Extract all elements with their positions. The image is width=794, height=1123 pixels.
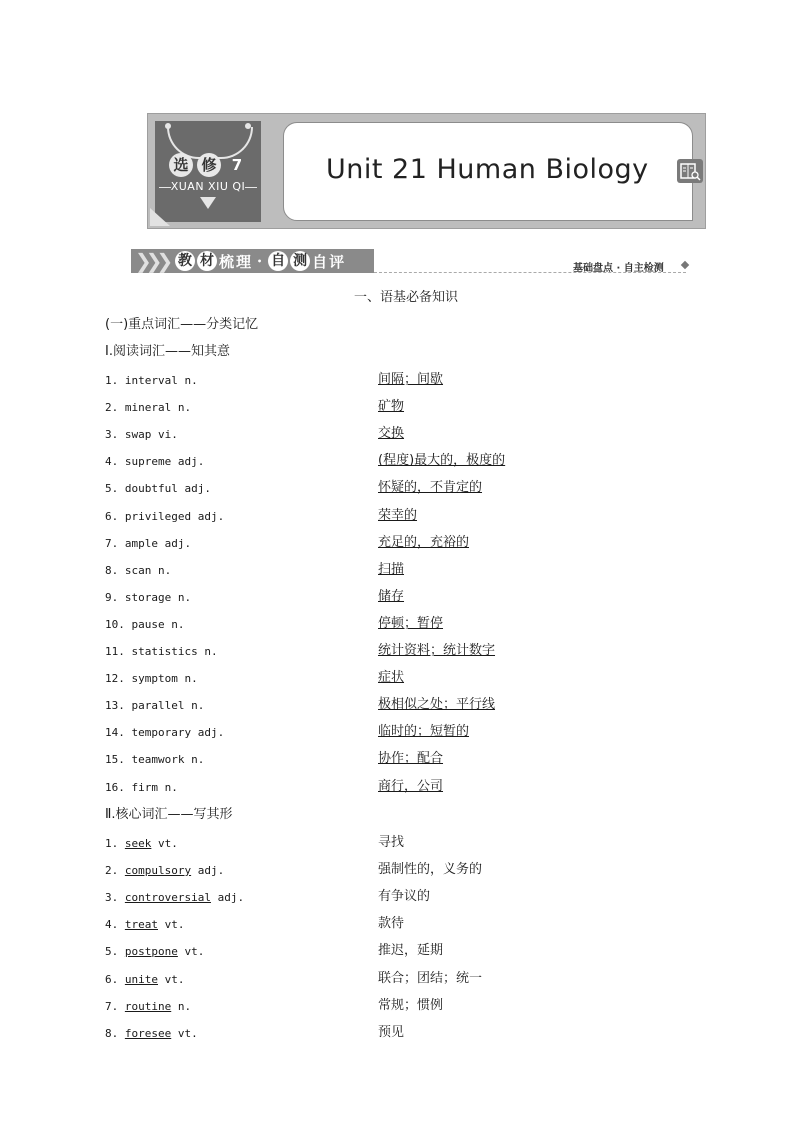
item-number: 3. <box>105 891 119 905</box>
part-of-speech: adj. <box>164 536 192 550</box>
vocab-word: privileged <box>124 509 192 523</box>
part-of-speech: n. <box>191 753 205 767</box>
vocab-term <box>105 373 198 389</box>
vocab-term <box>105 917 185 933</box>
section-subtitle: 基础盘点 · 自主检测 <box>573 263 664 274</box>
vocab-meaning: 扫描 <box>378 561 405 577</box>
part-of-speech: vt. <box>177 1026 198 1040</box>
part-of-speech: adj. <box>197 864 225 878</box>
vocab-meaning: (程度)最大的，极度的 <box>378 453 506 469</box>
vocab-meaning: 症状 <box>378 670 405 686</box>
vocab-term <box>105 400 191 416</box>
item-number: 8. <box>105 1026 119 1040</box>
vocab-word: ample <box>124 536 158 550</box>
vocab-meaning: 款待 <box>378 916 405 932</box>
vocab-term <box>105 536 191 552</box>
item-number: 1. <box>105 374 119 387</box>
part-of-speech: adj. <box>197 726 225 740</box>
part-of-speech: n. <box>184 374 198 387</box>
part-of-speech: adj. <box>217 891 245 905</box>
badge-pinyin: XUAN XIU QI <box>170 180 246 193</box>
part-of-speech: n. <box>184 672 198 686</box>
vocab-meaning: 有争议的 <box>378 889 431 905</box>
vocab-term <box>105 780 178 796</box>
vocab-meaning: 间隔；间歇 <box>378 372 444 387</box>
vocab-term <box>105 944 204 960</box>
vocab-word: doubtful <box>124 482 178 496</box>
vocab-meaning: 强制性的，义务的 <box>378 862 483 878</box>
chevron-right-icon: ❯❯❯ <box>135 249 168 273</box>
part-of-speech: n. <box>191 699 205 713</box>
part-of-speech: vt. <box>164 918 185 932</box>
vocab-word: scan <box>124 563 152 577</box>
vocab-word: storage <box>124 590 172 604</box>
vocab-meaning: 交换 <box>378 426 405 442</box>
vocab-term <box>105 752 204 768</box>
vocab-word: controversial <box>124 891 211 905</box>
section-char: 教 <box>175 251 195 271</box>
book-search-icon <box>677 159 703 183</box>
vocab-term <box>105 890 244 906</box>
vocab-meaning: 协作；配合 <box>378 751 444 767</box>
part-of-speech: n. <box>164 780 178 794</box>
section-header <box>131 249 374 273</box>
part-of-speech: n. <box>204 645 218 658</box>
item-number: 5. <box>105 945 119 959</box>
vocab-meaning: 商行，公司 <box>378 778 444 794</box>
vocab-word: teamwork <box>131 753 185 767</box>
item-number: 12. <box>105 672 125 686</box>
vocab-term <box>105 972 185 988</box>
vocab-term <box>105 1026 198 1042</box>
vocab-word: swap <box>124 428 152 442</box>
part-of-speech: vt. <box>164 972 185 986</box>
section-char: 测 <box>290 251 310 271</box>
vocab-meaning: 矿物 <box>378 399 405 415</box>
item-number: 4. <box>105 455 119 469</box>
elective-badge <box>155 121 261 222</box>
part-of-speech: vt. <box>158 837 178 850</box>
part-of-speech: n. <box>177 401 192 415</box>
vocab-word: statistics <box>131 645 198 658</box>
section-separator: • <box>257 256 263 266</box>
vocab-word: firm <box>131 780 158 794</box>
vocab-term <box>105 617 185 633</box>
vocab-word: compulsory <box>124 864 192 878</box>
item-number: 8. <box>105 563 119 577</box>
vocab-meaning: 临时的；短暂的 <box>378 724 470 740</box>
part-of-speech: n. <box>177 590 192 604</box>
part-of-speech: vi. <box>158 428 178 442</box>
section-char: 评 <box>329 252 345 271</box>
vocab-meaning: 推迟，延期 <box>378 943 444 959</box>
vocab-meaning: 储存 <box>378 588 405 604</box>
vocab-term <box>105 509 224 525</box>
item-number: 16. <box>105 780 125 794</box>
vocab-meaning: 荣幸的 <box>378 507 418 523</box>
badge-dot <box>165 123 171 129</box>
vocab-term <box>105 427 178 443</box>
item-number: 2. <box>105 401 119 415</box>
item-number: 5. <box>105 482 119 496</box>
vocab-word: seek <box>124 837 152 850</box>
vocab-term <box>105 454 204 470</box>
item-number: 11. <box>105 645 125 658</box>
item-number: 4. <box>105 918 119 932</box>
badge-char: 修 <box>197 153 221 177</box>
section-char: 理 <box>236 252 252 271</box>
section-title <box>175 250 344 272</box>
vocab-word: symptom <box>131 672 178 686</box>
vocab-term <box>105 863 224 879</box>
vocab-term <box>105 671 198 687</box>
badge-dot <box>245 123 251 129</box>
vocab-term <box>105 481 211 497</box>
section-char: 材 <box>197 251 217 271</box>
item-number: 3. <box>105 428 119 442</box>
vocab-term <box>105 698 204 714</box>
badge-char: 7 <box>231 156 243 174</box>
vocab-meaning: 停顿；暂停 <box>378 615 444 631</box>
section-char: 梳 <box>219 252 235 271</box>
vocab-term <box>105 836 178 852</box>
vocab-meaning: 常规；惯例 <box>378 997 444 1013</box>
item-number: 7. <box>105 999 119 1013</box>
item-number: 7. <box>105 536 119 550</box>
badge-char: 选 <box>169 153 193 177</box>
vocab-word: foresee <box>124 1026 172 1040</box>
item-number: 1. <box>105 837 119 850</box>
vocab-word: temporary <box>131 726 192 740</box>
vocab-meaning: 怀疑的，不肯定的 <box>378 480 483 496</box>
vocab-word: mineral <box>124 401 172 415</box>
part-of-speech: n. <box>177 999 192 1013</box>
vocab-term <box>105 999 191 1015</box>
item-number: 6. <box>105 972 119 986</box>
part2-title: Ⅱ.核心词汇——写其形 <box>105 807 233 822</box>
vocab-word: unite <box>124 972 158 986</box>
unit-title: Unit 21 Human Biology <box>326 154 649 185</box>
item-number: 6. <box>105 509 119 523</box>
vocab-term <box>105 590 191 606</box>
vocab-meaning: 极相似之处；平行线 <box>378 697 496 713</box>
vocab-word: pause <box>131 617 165 631</box>
item-number: 9. <box>105 590 119 604</box>
vocab-word: routine <box>124 999 172 1013</box>
part-of-speech: vt. <box>184 945 205 959</box>
vocab-meaning: 统计资料；统计数字 <box>378 643 496 658</box>
part-of-speech: adj. <box>184 482 211 496</box>
vocab-word: treat <box>124 918 158 932</box>
vocab-term <box>105 644 218 660</box>
part-of-speech: adj. <box>177 455 205 469</box>
item-number: 2. <box>105 864 119 878</box>
vocab-meaning: 寻找 <box>378 835 405 850</box>
part-of-speech: adj. <box>197 509 225 523</box>
vocab-meaning: 联合；团结；统一 <box>378 970 483 986</box>
vocab-word: parallel <box>131 699 185 713</box>
part-of-speech: n. <box>158 563 172 577</box>
vocab-word: supreme <box>124 455 172 469</box>
item-number: 10. <box>105 617 125 631</box>
vocab-word: interval <box>124 374 178 387</box>
vocab-meaning: 预见 <box>378 1024 405 1040</box>
item-number: 15. <box>105 753 125 767</box>
page-heading: 一、语基必备知识 <box>354 290 459 305</box>
section-char: 自 <box>312 252 328 271</box>
diamond-icon <box>681 261 689 269</box>
vocab-word: postpone <box>124 945 178 959</box>
item-number: 14. <box>105 726 125 740</box>
badge-triangle <box>200 197 216 209</box>
item-number: 13. <box>105 699 125 713</box>
part1-title: Ⅰ.阅读词汇——知其意 <box>105 344 230 359</box>
section-char: 自 <box>268 251 288 271</box>
vocab-subheading: (一)重点词汇——分类记忆 <box>105 317 259 332</box>
vocab-term <box>105 563 171 579</box>
vocab-term <box>105 725 224 741</box>
vocab-meaning: 充足的，充裕的 <box>378 534 470 550</box>
part-of-speech: n. <box>171 617 185 631</box>
badge-title <box>169 153 249 177</box>
